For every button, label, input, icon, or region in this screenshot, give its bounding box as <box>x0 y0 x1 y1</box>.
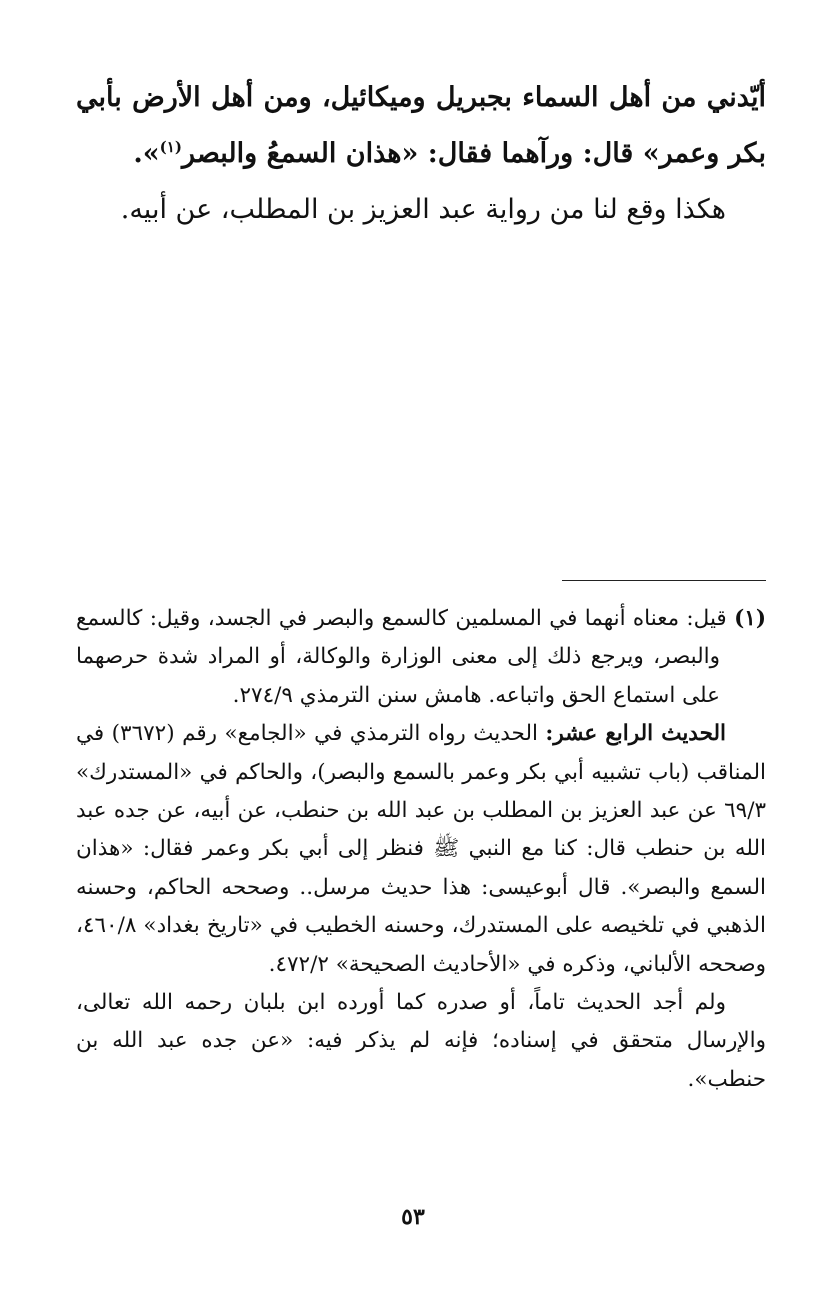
hadith-quote-paragraph <box>76 70 766 182</box>
hadith-takhrij-label: الحديث الرابع عشر: <box>545 721 726 747</box>
footnote-marker: (١) <box>159 138 182 156</box>
main-text <box>76 70 766 238</box>
page-number: ٥٣ <box>401 1204 425 1230</box>
closing-note: ولم أجد الحديث تاماً، أو صدره كما أورده ابن بلبان رحمه الله تعالى، والإرسال متحقق في إسناده؛ فإنه لم يذكر فيه: «عن جده عبد الله بن حنطب». <box>76 990 766 1092</box>
footnote-1-number: (١) <box>734 606 766 631</box>
footnotes-section <box>76 600 766 1099</box>
hadith-takhrij <box>76 715 766 984</box>
hadith-takhrij-text: الحديث رواه الترمذي في «الجامع» رقم (٣٦٧٢) في المناقب (باب تشبيه أبي بكر وعمر بالسمع والبصر)، والحاكم في «المستدرك» ٦٩/٣ عن عبد العزيز بن المطلب بن عبد الله بن حنطب، عن أبيه، عن جده عبد الله بن حنطب قال: كنا مع النبي ﷺ فنظر إلى أبي بكر وعمر فقال: «هذان السمع والبصر». قال أبوعيسى: هذا حديث مرسل.. وصححه الحاكم، وحسنه الذهبي في تلخيصه على المستدرك، وحسنه الخطيب في «تاريخ بغداد» ٤٦٠/٨، وصححه الألباني، وذكره في «الأحاديث الصحيحة» ٤٧٢/٢. <box>76 721 767 977</box>
hadith-quote-text: أيّدني من أهل السماء بجبريل وميكائيل، ومن أهل الأرض بأبي بكر وعمر» قال: ورآهما فقال: «هذان السمعُ والبصر <box>76 82 766 169</box>
footnote-1-text: قيل: معناه أنهما في المسلمين كالسمع والبصر في الجسد، وقيل: كالسمع والبصر، ويرجع ذلك إلى معنى الوزارة والوكالة، أو المراد شدة حرصهما على استماع الحق واتباعه. هامش سنن الترمذي ٢٧٤/٩. <box>76 606 727 708</box>
footnote-1 <box>76 600 766 715</box>
footnote-separator <box>562 580 766 581</box>
hadith-quote-close: ». <box>133 138 160 169</box>
narration-note: هكذا وقع لنا من رواية عبد العزيز بن المطلب، عن أبيه. <box>120 194 726 225</box>
